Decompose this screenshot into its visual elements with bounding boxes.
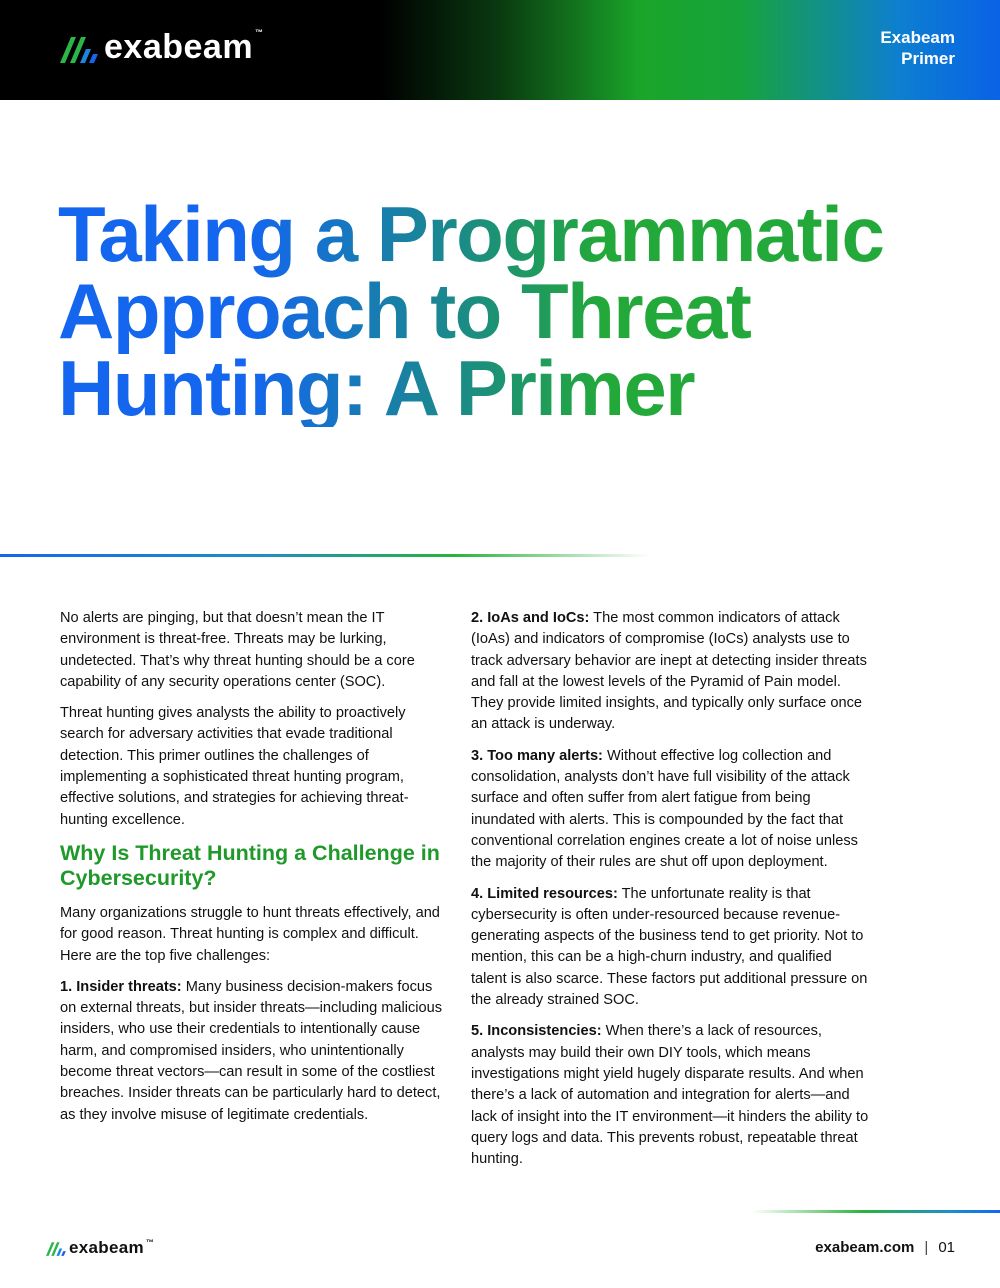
challenge-item-3 (471, 746, 871, 874)
challenge-item-3-label: 3. Too many alerts: (471, 747, 603, 764)
footer-website-link[interactable]: exabeam.com (815, 1239, 915, 1256)
document-type-line2: Primer (901, 49, 955, 68)
footer-logo-text: exabeam ™ (69, 1238, 155, 1257)
challenge-item-3-text: Without effective log collection and consolidation, analysts don’t have full visibility of the attack surface and often suffer from alert fatigue from being inundated with alerts. This is compounded by the fact that conventional correlation engines create a lot of noise unless the majority of their rules are shut off upon deployment. (471, 747, 858, 871)
page-header (0, 0, 1000, 100)
challenge-item-4 (471, 884, 871, 1012)
section-heading: Why Is Threat Hunting a Challenge in Cybersecurity? (60, 840, 440, 890)
left-column (60, 608, 444, 1136)
challenge-item-4-label: 4. Limited resources: (471, 885, 618, 902)
exabeam-logo-icon (58, 31, 104, 65)
document-type-label (795, 27, 955, 69)
section-intro: Many organizations struggle to hunt threats effectively, and for good reason. Threat hunting is complex and difficult. Here are the top five challenges: (60, 904, 440, 964)
footer-separator: | (924, 1239, 929, 1256)
title-divider (0, 554, 650, 557)
footer-info (815, 1239, 955, 1256)
page-title: Taking a Programmatic Approach to Threat Hunting: A Primer (58, 196, 938, 427)
right-column (471, 608, 871, 1180)
footer-divider (752, 1210, 1000, 1213)
challenge-item-5-text: When there’s a lack of resources, analysts may build their own DIY tools, which means investigations might yield hugely disparate results. And when there’s a lack of automation and integration for alerts—and lack of insight into the IT environment—it hinders the ability to query logs and data. This prevents robust, repeatable threat hunting. (471, 1023, 869, 1168)
header-logo (58, 28, 264, 67)
exabeam-logo-icon (45, 1239, 69, 1257)
challenge-item-2-label: 2. IoAs and IoCs: (471, 610, 590, 626)
page-number: 01 (938, 1239, 955, 1256)
challenge-item-1-label: 1. Insider threats: (60, 978, 182, 995)
footer-logo (45, 1238, 154, 1258)
intro-paragraph-2: Threat hunting gives analysts the ability to proactively search for adversary activities that evade traditional detection. This primer outlines the challenges of implementing a sophisticated threat hunting program, effective solutions, and strategies for achieving threat-hunting excellence. (60, 705, 409, 828)
challenge-item-1-text: Many business decision-makers focus on external threats, but insider threats—including malicious insiders, who use their credentials to intentionally cause harm, and compromised insiders, who unintentionally become threat vectors—can result in some of the costliest breaches. Insider threats can be particularly hard to detect, as they involve misuse of legitimate credentials. (60, 978, 443, 1123)
challenge-item-2 (471, 608, 871, 736)
challenge-item-2-text: The most common indicators of attack (IoAs) and indicators of compromise (IoCs) analysts use to track adversary behavior are inept at detecting insider threats and fall at the lowest levels of the Pyramid of Pain model. They provide limited insights, and typically only surface once an attack is underway. (471, 610, 867, 733)
challenge-item-5 (471, 1021, 871, 1170)
intro-paragraph-1: No alerts are pinging, but that doesn’t mean the IT environment is threat-free. Threats may be lurking, undetected. That’s why threat hunting should be a core capability of any security operations center (SOC). (60, 610, 415, 690)
challenge-item-5-label: 5. Inconsistencies: (471, 1023, 602, 1040)
header-logo-text: exabeam ™ (104, 28, 264, 66)
challenge-item-4-text: The unfortunate reality is that cybersecurity is often under-resourced because revenue-generating aspects of the business tend to get priority. Not to mention, this can be a high-churn industry, and qualified talent is also scarce. These factors put additional pressure on the already strained SOC. (471, 885, 868, 1009)
document-type-line1: Exabeam (880, 28, 955, 47)
challenge-item-1 (60, 977, 444, 1126)
